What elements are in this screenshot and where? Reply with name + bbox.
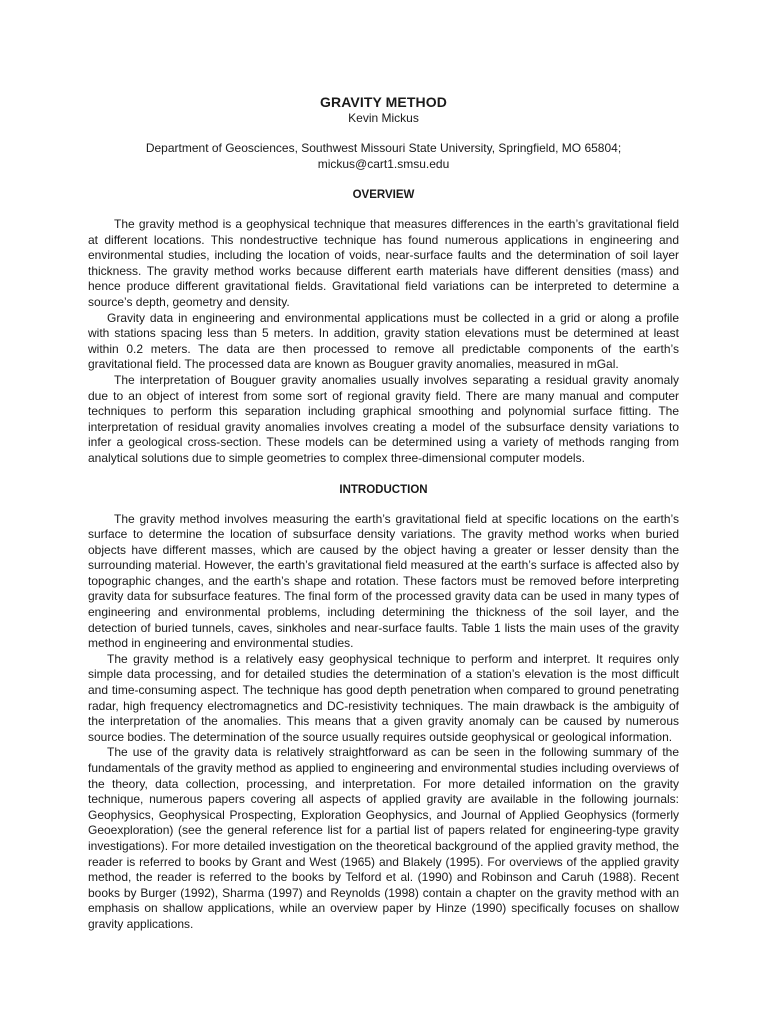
overview-heading: OVERVIEW [352, 189, 415, 201]
introduction-paragraph-2: The gravity method is a relatively easy geophysical technique to perform and interpret. It requires only simple data processing, and for detailed studies the determination of a station’s elevation is the most difficult and time-consuming aspect. The technique has good depth penetration when compared to ground penetrating radar, high frequency electromagnetics and DC-resistivity techniques. The main drawback is the ambiguity of the interpretation of the anomalies. This means that a given gravity anomaly can be caused by numerous source bodies. The determination of the source usually requires outside geophysical or geological information. [88, 651, 679, 744]
overview-paragraph-1: The gravity method is a geophysical technique that measures differences in the earth’s gravitational field at different locations. This nondestructive technique has found numerous applications in engineering and environmental studies, including the location of voids, near-surface faults and the determination of soil layer thickness. The gravity method works because different earth materials have different densities (mass) and hence produce different gravitational fields. Gravitational field variations can be interpreted to determine a source’s depth, geometry and density. [88, 217, 679, 309]
page-content [88, 94, 679, 933]
overview-paragraph-2: Gravity data in engineering and environmental applications must be collected in a grid or along a profile with stations spacing less than 5 meters. In addition, gravity station elevations must be determined at least within 0.2 meters. The data are then processed to remove all predictable components of the earth’s gravitational field. The processed data are known as Bouguer gravity anomalies, measured in mGal. [88, 310, 679, 372]
introduction-paragraph-3: The use of the gravity data is relatively straightforward as can be seen in the following summary of the fundamentals of the gravity method as applied to engineering and environmental studies including overviews of the theory, data collection, processing, and interpretation. For more detailed information on the gravity technique, numerous papers covering all aspects of applied gravity are available in the following journals: Geophysics, Geophysical Prospecting, Exploration Geophysics, and Journal of Applied Geophysics (formerly Geoexploration) (see the general reference list for a partial list of papers related for engineering-type gravity investigations). For more detailed investigation on the theoretical background of the applied gravity method, the reader is referred to books by Grant and West (1965) and Blakely (1995). For overviews of the applied gravity method, the reader is referred to the books by Telford et al. (1990) and Robinson and Caruh (1988). Recent books by Burger (1992), Sharma (1997) and Reynolds (1998) contain a chapter on the gravity method with an emphasis on shallow applications, while an overview paper by Hinze (1990) specifically focuses on shallow gravity applications. [88, 745, 679, 931]
author-affiliation: Department of Geosciences, Southwest Missouri State University, Springfield, MO 65804; mickus@cart1.smsu.edu [145, 141, 622, 171]
overview-paragraph-3: The interpretation of Bouguer gravity anomalies usually involves separating a residual gravity anomaly due to an object of interest from some sort of regional gravity field. There are many manual and computer techniques to perform this separation including graphical smoothing and polynomial surface fitting. The interpretation of residual gravity anomalies involves creating a model of the subsurface density variations to infer a geological cross-section. These models can be determined using a variety of methods ranging from analytical solutions due to simple geometries to complex three-dimensional computer models. [88, 372, 679, 465]
section-spacer [88, 467, 679, 483]
paper-author: Kevin Mickus [348, 111, 419, 125]
paper-title: GRAVITY METHOD [320, 94, 447, 110]
introduction-paragraph-1: The gravity method involves measuring the earth’s gravitational field at specific locations on the earth’s surface to determine the location of subsurface density variations. The gravity method works when buried objects have different masses, which are caused by the object having a greater or lesser density than the surrounding material. However, the earth’s gravitational field measured at the earth’s surface is affected also by topographic changes, and the earth’s shape and rotation. These factors must be removed before interpreting gravity data for subsurface features. The final form of the processed gravity data can be used in many types of engineering and environmental problems, including determining the thickness of the soil layer, and the detection of buried tunnels, caves, sinkholes and near-surface faults. Table 1 lists the main uses of the gravity method in engineering and environmental studies. [88, 511, 679, 651]
introduction-heading: INTRODUCTION [339, 483, 428, 496]
